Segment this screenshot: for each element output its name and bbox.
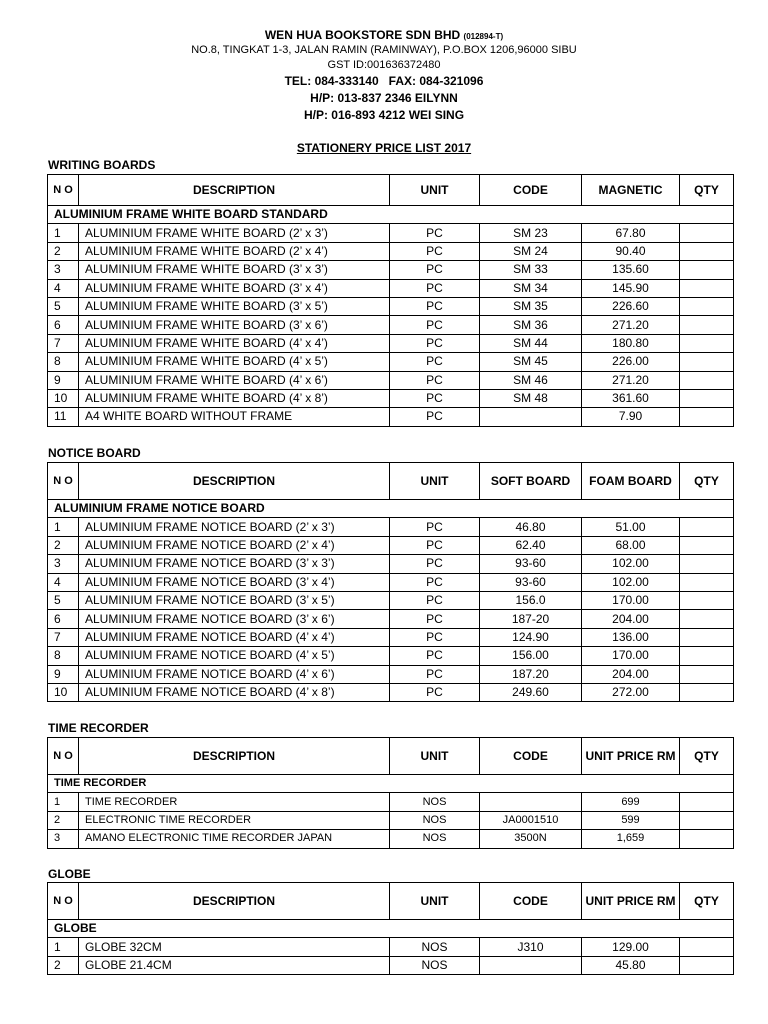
cell-qty[interactable] [680, 316, 734, 334]
cell-unit: NOS [390, 956, 480, 974]
cell-price: 180.80 [582, 334, 680, 352]
cell-unit: PC [390, 297, 480, 315]
cell-no: 7 [48, 334, 79, 352]
cell-desc: ALUMINIUM FRAME WHITE BOARD (3’ x 5’) [79, 297, 390, 315]
cell-qty[interactable] [680, 665, 734, 683]
column-header: QTY [680, 463, 734, 500]
cell-code: SM 24 [480, 242, 582, 260]
table-row [48, 334, 734, 352]
cell-no: 1 [48, 938, 79, 956]
table-row [48, 683, 734, 701]
cell-unit: PC [390, 242, 480, 260]
cell-code: SM 46 [480, 371, 582, 389]
table-row [48, 279, 734, 297]
cell-qty[interactable] [680, 830, 734, 848]
cell-desc: ALUMINIUM FRAME NOTICE BOARD (3’ x 4’) [79, 573, 390, 591]
cell-unit: NOS [390, 793, 480, 811]
cell-code: 249.60 [480, 683, 582, 701]
cell-price: 135.60 [582, 261, 680, 279]
column-header: DESCRIPTION [79, 738, 390, 775]
cell-no: 10 [48, 683, 79, 701]
cell-price: 145.90 [582, 279, 680, 297]
table-row [48, 408, 734, 426]
cell-price: 102.00 [582, 573, 680, 591]
cell-price: 45.80 [582, 956, 680, 974]
table-header-row [48, 883, 734, 920]
cell-desc: ALUMINIUM FRAME WHITE BOARD (4’ x 4’) [79, 334, 390, 352]
cell-desc: ALUMINIUM FRAME WHITE BOARD (4’ x 5’) [79, 353, 390, 371]
table-row [48, 830, 734, 848]
cell-qty[interactable] [680, 591, 734, 609]
cell-desc: AMANO ELECTRONIC TIME RECORDER JAPAN [79, 830, 390, 848]
cell-unit: PC [390, 261, 480, 279]
cell-price: 136.00 [582, 628, 680, 646]
cell-no: 6 [48, 610, 79, 628]
table-row [48, 811, 734, 829]
cell-desc: ALUMINIUM FRAME NOTICE BOARD (2’ x 4’) [79, 536, 390, 554]
column-header: UNIT PRICE RM [582, 883, 680, 920]
group-row [48, 206, 734, 224]
cell-price: 68.00 [582, 536, 680, 554]
group-row [48, 500, 734, 518]
cell-desc: ALUMINIUM FRAME NOTICE BOARD (3’ x 6’) [79, 610, 390, 628]
table-row [48, 938, 734, 956]
cell-no: 2 [48, 536, 79, 554]
cell-desc: ELECTRONIC TIME RECORDER [79, 811, 390, 829]
cell-qty[interactable] [680, 555, 734, 573]
table-row [48, 297, 734, 315]
cell-no: 2 [48, 242, 79, 260]
cell-unit: PC [390, 518, 480, 536]
cell-unit: PC [390, 316, 480, 334]
cell-no: 2 [48, 956, 79, 974]
cell-unit: NOS [390, 811, 480, 829]
column-header: CODE [480, 738, 582, 775]
cell-no: 9 [48, 371, 79, 389]
cell-desc: ALUMINIUM FRAME NOTICE BOARD (4’ x 6’) [79, 665, 390, 683]
cell-price: 226.60 [582, 297, 680, 315]
table-row [48, 628, 734, 646]
table-row [48, 555, 734, 573]
cell-unit: PC [390, 665, 480, 683]
cell-price: 170.00 [582, 591, 680, 609]
cell-price: 361.60 [582, 389, 680, 407]
table-header-row [48, 463, 734, 500]
group-title: ALUMINIUM FRAME WHITE BOARD STANDARD [48, 206, 734, 224]
cell-qty[interactable] [680, 297, 734, 315]
cell-qty[interactable] [680, 628, 734, 646]
cell-qty[interactable] [680, 683, 734, 701]
cell-desc: TIME RECORDER [79, 793, 390, 811]
cell-no: 5 [48, 591, 79, 609]
globe-table [47, 882, 734, 975]
cell-unit: PC [390, 334, 480, 352]
column-header: UNIT PRICE RM [582, 738, 680, 775]
cell-price: 90.40 [582, 242, 680, 260]
section-notice-board: NOTICE BOARD [48, 446, 141, 460]
table-row [48, 224, 734, 242]
table-row [48, 573, 734, 591]
table-row [48, 371, 734, 389]
cell-desc: GLOBE 21.4CM [79, 956, 390, 974]
cell-unit: PC [390, 647, 480, 665]
cell-unit: PC [390, 408, 480, 426]
cell-qty[interactable] [680, 334, 734, 352]
cell-unit: PC [390, 683, 480, 701]
table-row [48, 591, 734, 609]
cell-price: 699 [582, 793, 680, 811]
cell-unit: PC [390, 610, 480, 628]
cell-price: 272.00 [582, 683, 680, 701]
column-header: DESCRIPTION [79, 883, 390, 920]
group-row [48, 920, 734, 938]
cell-price: 102.00 [582, 555, 680, 573]
cell-price: 170.00 [582, 647, 680, 665]
cell-qty[interactable] [680, 573, 734, 591]
column-header: QTY [680, 175, 734, 206]
cell-desc: ALUMINIUM FRAME NOTICE BOARD (3’ x 3’) [79, 555, 390, 573]
cell-code: 93-60 [480, 555, 582, 573]
cell-no: 1 [48, 224, 79, 242]
company-name-text: WEN HUA BOOKSTORE SDN BHD [264, 28, 461, 42]
column-header: UNIT [390, 463, 480, 500]
column-header: SOFT BOARD [480, 463, 582, 500]
cell-unit: PC [390, 279, 480, 297]
cell-code: SM 35 [480, 297, 582, 315]
writing-boards-table [47, 174, 734, 427]
cell-qty[interactable] [680, 610, 734, 628]
cell-qty[interactable] [680, 371, 734, 389]
group-title: ALUMINIUM FRAME NOTICE BOARD [48, 500, 734, 518]
cell-price: 271.20 [582, 371, 680, 389]
cell-unit: PC [390, 628, 480, 646]
cell-qty[interactable] [680, 408, 734, 426]
cell-code: 124.90 [480, 628, 582, 646]
table-row [48, 389, 734, 407]
column-header: CODE [480, 175, 582, 206]
cell-code: 156.00 [480, 647, 582, 665]
cell-desc: GLOBE 32CM [79, 938, 390, 956]
cell-qty[interactable] [680, 242, 734, 260]
cell-code: SM 34 [480, 279, 582, 297]
table-row [48, 610, 734, 628]
cell-code: SM 44 [480, 334, 582, 352]
notice-board-table [47, 462, 734, 702]
cell-code [480, 793, 582, 811]
column-header: CODE [480, 883, 582, 920]
cell-qty[interactable] [680, 353, 734, 371]
cell-qty[interactable] [680, 938, 734, 956]
column-header: N O [48, 738, 79, 775]
cell-desc: ALUMINIUM FRAME WHITE BOARD (2’ x 4’) [79, 242, 390, 260]
table-row [48, 647, 734, 665]
column-header: DESCRIPTION [79, 463, 390, 500]
cell-code: J310 [480, 938, 582, 956]
table-row [48, 518, 734, 536]
cell-code: 187.20 [480, 665, 582, 683]
cell-code: SM 23 [480, 224, 582, 242]
cell-unit: PC [390, 371, 480, 389]
cell-unit: PC [390, 573, 480, 591]
company-name [0, 28, 768, 42]
section-globe: GLOBE [48, 867, 91, 881]
cell-no: 3 [48, 830, 79, 848]
column-header: FOAM BOARD [582, 463, 680, 500]
price-list-title: STATIONERY PRICE LIST 2017 [296, 141, 472, 155]
cell-desc: ALUMINIUM FRAME WHITE BOARD (4’ x 6’) [79, 371, 390, 389]
cell-qty[interactable] [680, 647, 734, 665]
cell-unit: PC [390, 591, 480, 609]
column-header: N O [48, 463, 79, 500]
cell-price: 51.00 [582, 518, 680, 536]
cell-qty[interactable] [680, 793, 734, 811]
group-title: GLOBE [48, 920, 734, 938]
cell-unit: PC [390, 353, 480, 371]
company-address: NO.8, TINGKAT 1-3, JALAN RAMIN (RAMINWAY), P.O.BOX 1206,96000 SIBU [191, 44, 577, 56]
cell-qty[interactable] [680, 518, 734, 536]
cell-qty[interactable] [680, 811, 734, 829]
cell-no: 7 [48, 628, 79, 646]
cell-price: 271.20 [582, 316, 680, 334]
column-header: N O [48, 175, 79, 206]
cell-code: 62.40 [480, 536, 582, 554]
cell-no: 2 [48, 811, 79, 829]
cell-no: 8 [48, 353, 79, 371]
table-row [48, 242, 734, 260]
cell-code: SM 48 [480, 389, 582, 407]
cell-desc: ALUMINIUM FRAME NOTICE BOARD (4’ x 4’) [79, 628, 390, 646]
column-header: UNIT [390, 175, 480, 206]
cell-code: SM 36 [480, 316, 582, 334]
column-header: MAGNETIC [582, 175, 680, 206]
cell-qty[interactable] [680, 389, 734, 407]
cell-desc: A4 WHITE BOARD WITHOUT FRAME [79, 408, 390, 426]
cell-qty[interactable] [680, 279, 734, 297]
cell-code: 46.80 [480, 518, 582, 536]
cell-qty[interactable] [680, 956, 734, 974]
table-row [48, 353, 734, 371]
cell-no: 6 [48, 316, 79, 334]
group-row [48, 775, 734, 793]
cell-qty[interactable] [680, 261, 734, 279]
cell-no: 4 [48, 279, 79, 297]
cell-unit: NOS [390, 938, 480, 956]
cell-desc: ALUMINIUM FRAME NOTICE BOARD (2’ x 3’) [79, 518, 390, 536]
cell-desc: ALUMINIUM FRAME WHITE BOARD (3’ x 3’) [79, 261, 390, 279]
cell-qty[interactable] [680, 536, 734, 554]
column-header: UNIT [390, 738, 480, 775]
table-header-row [48, 738, 734, 775]
cell-desc: ALUMINIUM FRAME WHITE BOARD (3’ x 4’) [79, 279, 390, 297]
cell-no: 11 [48, 408, 79, 426]
cell-no: 10 [48, 389, 79, 407]
gst-id: GST ID:001636372480 [327, 59, 441, 71]
cell-code: JA0001510 [480, 811, 582, 829]
cell-no: 8 [48, 647, 79, 665]
cell-price: 129.00 [582, 938, 680, 956]
column-header: DESCRIPTION [79, 175, 390, 206]
column-header: QTY [680, 738, 734, 775]
cell-code: 156.0 [480, 591, 582, 609]
table-row [48, 956, 734, 974]
cell-no: 4 [48, 573, 79, 591]
table-row [48, 665, 734, 683]
cell-code [480, 956, 582, 974]
cell-desc: ALUMINIUM FRAME NOTICE BOARD (3’ x 5’) [79, 591, 390, 609]
cell-code: SM 45 [480, 353, 582, 371]
table-header-row [48, 175, 734, 206]
cell-no: 1 [48, 518, 79, 536]
cell-no: 9 [48, 665, 79, 683]
hp-wei-sing: H/P: 016-893 4212 WEI SING [303, 108, 465, 122]
table-row [48, 261, 734, 279]
cell-qty[interactable] [680, 224, 734, 242]
column-header: N O [48, 883, 79, 920]
section-writing-boards: WRITING BOARDS [48, 158, 156, 172]
time-recorder-table [47, 737, 734, 849]
cell-price: 67.80 [582, 224, 680, 242]
cell-code [480, 408, 582, 426]
cell-desc: ALUMINIUM FRAME WHITE BOARD (4’ x 8’) [79, 389, 390, 407]
cell-desc: ALUMINIUM FRAME WHITE BOARD (3’ x 6’) [79, 316, 390, 334]
hp-eilynn: H/P: 013-837 2346 EILYNN [310, 91, 458, 105]
cell-price: 7.90 [582, 408, 680, 426]
cell-desc: ALUMINIUM FRAME NOTICE BOARD (4’ x 5’) [79, 647, 390, 665]
cell-no: 3 [48, 555, 79, 573]
cell-price: 226.00 [582, 353, 680, 371]
cell-unit: PC [390, 536, 480, 554]
table-row [48, 793, 734, 811]
cell-price: 204.00 [582, 665, 680, 683]
column-header: UNIT [390, 883, 480, 920]
cell-price: 1,659 [582, 830, 680, 848]
column-header: QTY [680, 883, 734, 920]
cell-code: 3500N [480, 830, 582, 848]
cell-price: 204.00 [582, 610, 680, 628]
cell-no: 1 [48, 793, 79, 811]
cell-unit: NOS [390, 830, 480, 848]
cell-no: 3 [48, 261, 79, 279]
section-time-recorder: TIME RECORDER [48, 721, 149, 735]
cell-code: 187-20 [480, 610, 582, 628]
cell-price: 599 [582, 811, 680, 829]
group-title: TIME RECORDER [48, 775, 734, 793]
table-row [48, 316, 734, 334]
cell-desc: ALUMINIUM FRAME NOTICE BOARD (4’ x 8’) [79, 683, 390, 701]
cell-unit: PC [390, 224, 480, 242]
cell-code: 93-60 [480, 573, 582, 591]
cell-code: SM 33 [480, 261, 582, 279]
cell-desc: ALUMINIUM FRAME WHITE BOARD (2’ x 3’) [79, 224, 390, 242]
cell-unit: PC [390, 389, 480, 407]
tel-fax: TEL: 084-333140 FAX: 084-321096 [284, 74, 484, 88]
cell-no: 5 [48, 297, 79, 315]
table-row [48, 536, 734, 554]
company-reg: (012894-T) [463, 32, 504, 41]
cell-unit: PC [390, 555, 480, 573]
